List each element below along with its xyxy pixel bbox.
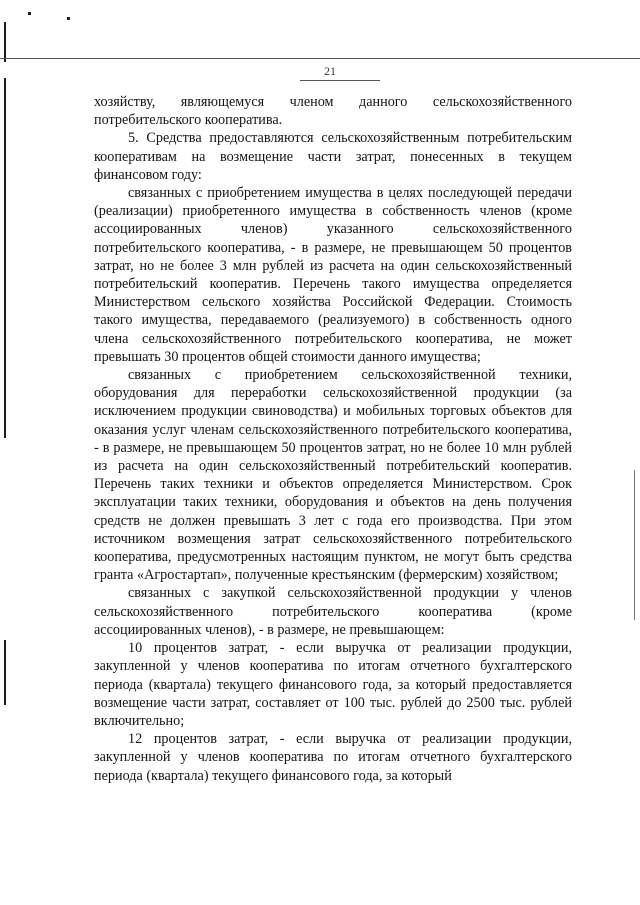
page-number-rule	[300, 80, 380, 81]
paragraph: хозяйству, являющемуся членом данного сельскохозяйственного потребительского кооператива.	[94, 94, 572, 129]
document-body	[94, 93, 572, 785]
scan-edge-left-bottom	[4, 640, 6, 705]
paragraph: связанных с приобретением сельскохозяйственной техники, оборудования для переработки сельскохозяйственной продукции (за исключением продукции свиноводства) и мобильных торговых объектов для оказания услуг членам сельскохозяйственного потребительского кооператива, - в размере, не превышающем 50 процентов затрат, но не более 10 млн рублей из расчета на один сельскохозяйственный потребительский кооператив. Перечень таких техники и объектов определяется Министерством. Срок эксплуатации таких техники, оборудования и объектов на день получения средств не должен превышать 3 лет с года его производства. При этом источником возмещения затрат сельскохозяйственного потребительского кооператива, предусмотренных настоящим пунктом, не могут быть средства гранта «Агростартап», полученные крестьянским (фермерским) хозяйством;	[94, 367, 572, 584]
scan-dot	[28, 12, 31, 15]
paragraph: 5. Средства предоставляются сельскохозяйственным потребительским кооперативам на возмещение части затрат, понесенных в текущем финансовом году:	[94, 130, 572, 183]
header-rule	[0, 58, 640, 59]
paragraph: связанных с приобретением имущества в целях последующей передачи (реализации) приобретенного имущества в собственность членов (кроме ассоциированных членов) указанного сельскохозяйственного потребительского кооператива, - в размере, не превышающем 50 процентов затрат, но не более 3 млн рублей из расчета на один сельскохозяйственный потребительский кооператив. Перечень такого имущества определяется Министерством сельского хозяйства Российской Федерации. Стоимость такого имущества, передаваемого (реализуемого) в собственность одного члена сельскохозяйственного потребительского кооператива, не может превышать 30 процентов общей стоимости данного имущества;	[94, 185, 572, 365]
scan-edge-left	[4, 78, 6, 438]
paragraph: 10 процентов затрат, - если выручка от реализации продукции, закупленной у членов кооператива по итогам отчетного бухгалтерского периода (квартала) текущего финансового года, за который предоставляется возмещение части затрат, составляет от 100 тыс. рублей до 2500 тыс. рублей включительно;	[94, 640, 572, 729]
scan-dot	[67, 17, 70, 20]
scan-edge-right	[634, 470, 635, 620]
page-number: 21	[324, 64, 336, 78]
paragraph: 12 процентов затрат, - если выручка от реализации продукции, закупленной у членов кооператива по итогам отчетного бухгалтерского периода (квартала) текущего финансового года, за который	[94, 731, 572, 784]
scan-edge-left-top	[4, 22, 6, 62]
paragraph: связанных с закупкой сельскохозяйственной продукции у членов сельскохозяйственного потребительского кооператива (кроме ассоциированных членов), - в размере, не превышающем:	[94, 585, 572, 638]
